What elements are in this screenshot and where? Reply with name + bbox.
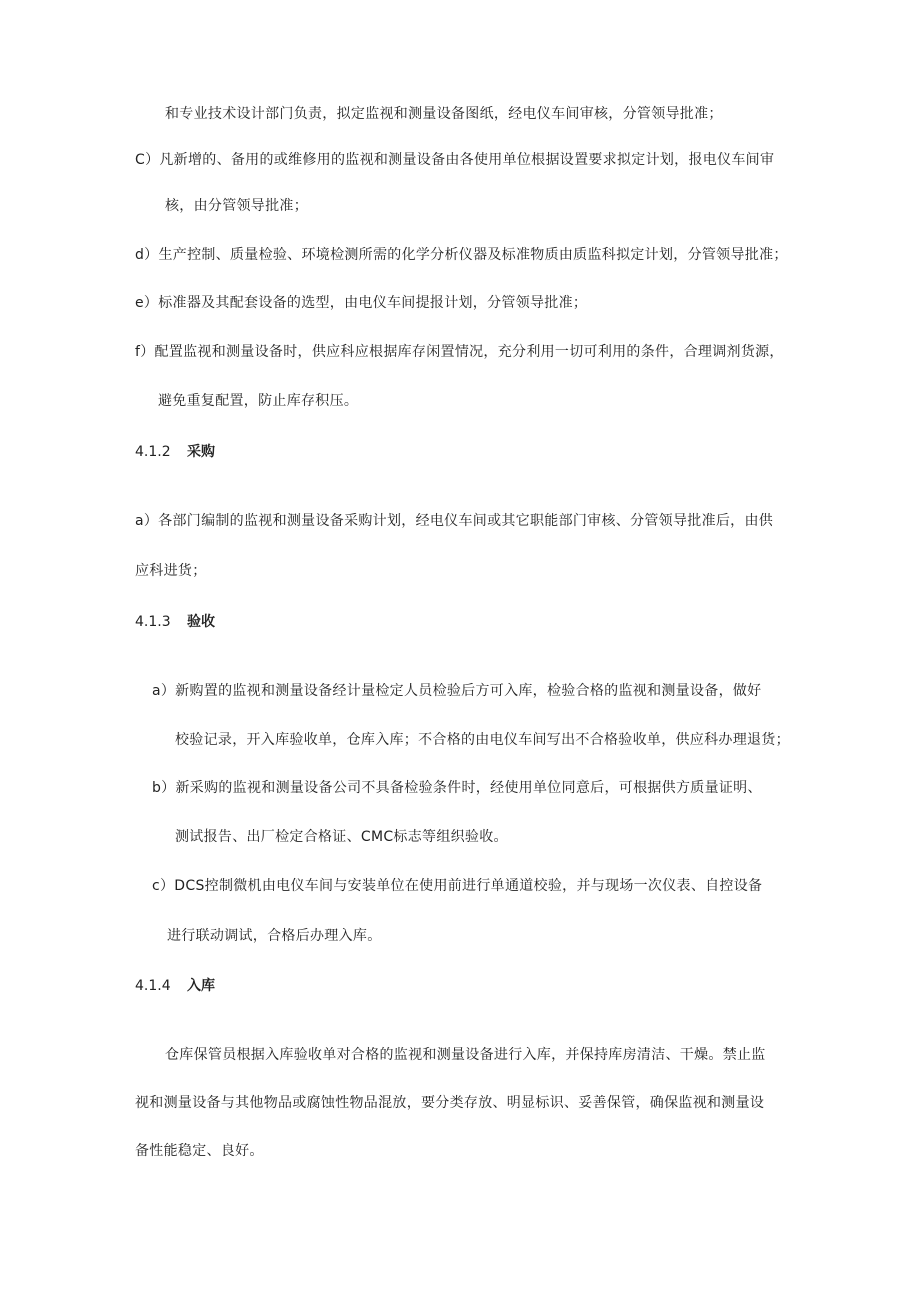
text-line: 校验记录，开入库验收单，仓库入库；不合格的由电仪车间写出不合格验收单，供应科办理退货； xyxy=(175,732,790,748)
list-item-b: b）新采购的监视和测量设备公司不具备检验条件时，经使用单位同意后，可根据供方质量证明、 xyxy=(152,780,762,796)
section-heading-4-1-4 xyxy=(135,976,215,996)
section-heading-4-1-2 xyxy=(135,442,215,462)
section-heading-4-1-3 xyxy=(135,612,215,632)
text-line: 进行联动调试，合格后办理入库。 xyxy=(167,928,382,944)
text-line: 避免重复配置，防止库存积压。 xyxy=(158,393,359,409)
paragraph-line: 备性能稳定、良好。 xyxy=(135,1143,264,1159)
text-line: 和专业技术设计部门负责，拟定监视和测量设备图纸，经电仪车间审核，分管领导批准； xyxy=(165,106,723,122)
text-line: 应科进货； xyxy=(135,563,207,579)
list-item-d: d）生产控制、质量检验、环境检测所需的化学分析仪器及标准物质由质监科拟定计划，分管领导批准； xyxy=(135,247,788,263)
text-line: 核，由分管领导批准； xyxy=(165,198,308,214)
list-item-c: c）DCS控制微机由电仪车间与安装单位在使用前进行单通道校验，并与现场一次仪表、自控设备 xyxy=(152,878,763,894)
paragraph-line: 视和测量设备与其他物品或腐蚀性物品混放，要分类存放、明显标识、妥善保管，确保监视和测量设 xyxy=(135,1095,765,1111)
list-item-a: a）各部门编制的监视和测量设备采购计划，经电仪车间或其它职能部门审核、分管领导批准后，由供 xyxy=(135,513,774,529)
list-item-c: C）凡新增的、备用的或维修用的监视和测量设备由各使用单位根据设置要求拟定计划，报电仪车间审 xyxy=(135,152,775,168)
section-title: 入库 xyxy=(187,978,215,994)
section-title: 验收 xyxy=(187,614,215,630)
section-number: 4.1.3 xyxy=(135,614,171,630)
list-item-f: f）配置监视和测量设备时，供应科应根据库存闲置情况，充分利用一切可利用的条件，合理调剂货源， xyxy=(135,344,784,360)
section-title: 采购 xyxy=(187,444,215,460)
section-number: 4.1.4 xyxy=(135,978,171,994)
text-line: 测试报告、出厂检定合格证、CMC标志等组织验收。 xyxy=(175,829,508,845)
list-item-e: e）标准器及其配套设备的选型，由电仪车间提报计划，分管领导批准； xyxy=(135,295,588,311)
paragraph-line: 仓库保管员根据入库验收单对合格的监视和测量设备进行入库，并保持库房清洁、干燥。禁止监 xyxy=(165,1047,766,1063)
section-number: 4.1.2 xyxy=(135,444,171,460)
list-item-a: a）新购置的监视和测量设备经计量检定人员检验后方可入库，检验合格的监视和测量设备，做好 xyxy=(152,683,762,699)
